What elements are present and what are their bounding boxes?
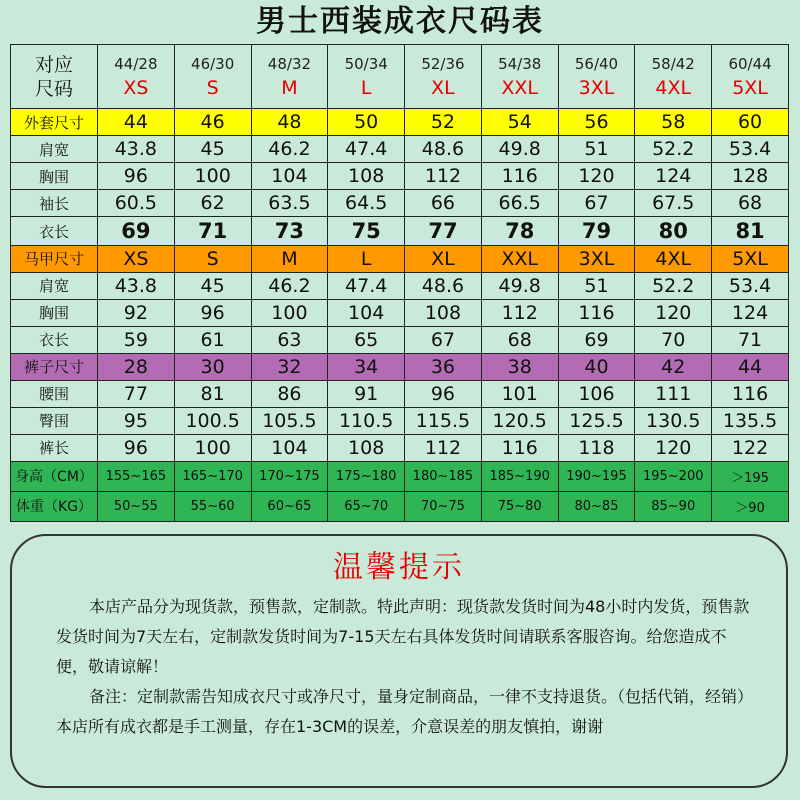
size-code: 58/42 — [651, 54, 695, 73]
table-cell: L — [328, 245, 405, 272]
table-cell: 43.8 — [98, 136, 175, 163]
row-label: 胸围 — [11, 163, 98, 190]
table-cell: 124 — [635, 163, 712, 190]
row-label: 肩宽 — [11, 272, 98, 299]
size-letter: XS — [123, 76, 149, 99]
row-label: 体重（KG） — [11, 491, 98, 521]
table-cell: 62 — [174, 190, 251, 217]
row-label: 袖长 — [11, 190, 98, 217]
table-cell: 100 — [174, 163, 251, 190]
table-cell: 116 — [712, 380, 789, 407]
table-cell: 80~85 — [558, 491, 635, 521]
table-cell: 116 — [481, 434, 558, 461]
table-row — [11, 109, 789, 136]
table-cell: 63 — [251, 326, 328, 353]
table-cell: 66 — [405, 190, 482, 217]
table-cell: 53.4 — [712, 272, 789, 299]
table-cell: 50 — [328, 109, 405, 136]
table-cell: 79 — [558, 217, 635, 245]
table-cell: M — [251, 245, 328, 272]
table-cell: 91 — [328, 380, 405, 407]
table-cell: 70~75 — [405, 491, 482, 521]
table-cell: 86 — [251, 380, 328, 407]
corner-label-line2: 尺码 — [34, 77, 73, 100]
table-row — [11, 434, 789, 461]
table-cell: 81 — [174, 380, 251, 407]
header-size-cell — [558, 45, 635, 109]
table-cell: 128 — [712, 163, 789, 190]
table-cell: 110.5 — [328, 407, 405, 434]
table-row — [11, 461, 789, 491]
notice-title: 温馨提示 — [333, 550, 465, 585]
row-label: 外套尺寸 — [11, 109, 98, 136]
table-cell: 48 — [251, 109, 328, 136]
table-cell: 124 — [712, 299, 789, 326]
table-cell: 120 — [635, 434, 712, 461]
table-cell: 40 — [558, 353, 635, 380]
row-label: 臀围 — [11, 407, 98, 434]
table-cell: 61 — [174, 326, 251, 353]
table-cell: 68 — [481, 326, 558, 353]
table-cell: 46 — [174, 109, 251, 136]
table-cell: 28 — [98, 353, 175, 380]
table-cell: 130.5 — [635, 407, 712, 434]
table-cell: 195~200 — [635, 461, 712, 491]
table-cell: 4XL — [635, 245, 712, 272]
row-label: 裤子尺寸 — [11, 353, 98, 380]
header-size-cell — [328, 45, 405, 109]
table-cell: 135.5 — [712, 407, 789, 434]
table-row — [11, 217, 789, 245]
table-cell: 71 — [712, 326, 789, 353]
table-cell: 104 — [328, 299, 405, 326]
row-label: 身高（CM） — [11, 461, 98, 491]
table-cell: 78 — [481, 217, 558, 245]
table-row — [11, 245, 789, 272]
notice-paragraph-remark: 备注：定制款需告知成衣尺寸或净尺寸，量身定制商品，一律不支持退货。（包括代销，经销）本店所有成衣都是手工测量，存在1-3CM的误差，介意误差的朋友慎拍，谢谢 — [56, 687, 754, 736]
table-cell: 60~65 — [251, 491, 328, 521]
row-label: 腰围 — [11, 380, 98, 407]
table-cell: 120.5 — [481, 407, 558, 434]
table-cell: 96 — [405, 380, 482, 407]
table-cell: 58 — [635, 109, 712, 136]
table-cell: 67 — [405, 326, 482, 353]
table-cell: 3XL — [558, 245, 635, 272]
table-cell: 54 — [481, 109, 558, 136]
table-cell: 165~170 — [174, 461, 251, 491]
table-cell: 32 — [251, 353, 328, 380]
size-code: 48/32 — [267, 54, 312, 73]
size-letter: S — [206, 76, 219, 99]
table-cell: 96 — [174, 299, 251, 326]
size-code: 60/44 — [728, 54, 772, 73]
table-cell: 96 — [98, 163, 175, 190]
table-cell: 69 — [98, 217, 175, 245]
table-cell: 38 — [481, 353, 558, 380]
table-cell: 65~70 — [328, 491, 405, 521]
notice-paragraph-shipping: 本店产品分为现货款，预售款，定制款。特此声明：现货款发货时间为48小时内发货，预售款发货时间为7天左右，定制款发货时间为7-15天左右具体发货时间请联系客服咨询。给您造成不便，敬请谅解！ — [56, 597, 750, 676]
table-cell: 67.5 — [635, 190, 712, 217]
header-size-cell — [405, 45, 482, 109]
table-cell: 101 — [481, 380, 558, 407]
table-cell: 100 — [251, 299, 328, 326]
header-size-cell — [251, 45, 328, 109]
table-cell: 59 — [98, 326, 175, 353]
size-letter: XL — [431, 76, 455, 99]
table-row — [11, 190, 789, 217]
table-cell: 73 — [251, 217, 328, 245]
table-cell: 36 — [405, 353, 482, 380]
table-cell: 60 — [712, 109, 789, 136]
table-cell: 52.2 — [635, 136, 712, 163]
table-cell: 75 — [328, 217, 405, 245]
table-cell: 66.5 — [481, 190, 558, 217]
table-cell: 52 — [405, 109, 482, 136]
table-cell: 65 — [328, 326, 405, 353]
row-label: 衣长 — [11, 217, 98, 245]
table-cell: 71 — [174, 217, 251, 245]
size-letter: M — [281, 76, 298, 99]
table-cell: 175~180 — [328, 461, 405, 491]
table-cell: 49.8 — [481, 136, 558, 163]
table-row — [11, 326, 789, 353]
table-cell: 42 — [635, 353, 712, 380]
table-cell: 80 — [635, 217, 712, 245]
size-code: 54/38 — [498, 54, 542, 73]
size-letter: L — [360, 76, 372, 99]
table-cell: 51 — [558, 272, 635, 299]
table-cell: 60.5 — [98, 190, 175, 217]
table-cell: 81 — [712, 217, 789, 245]
corner-label — [11, 45, 98, 109]
table-cell: 190~195 — [558, 461, 635, 491]
table-cell: 108 — [328, 434, 405, 461]
table-cell: 77 — [405, 217, 482, 245]
table-cell: 111 — [635, 380, 712, 407]
notice-box — [10, 534, 788, 788]
row-label: 马甲尺寸 — [11, 245, 98, 272]
size-letter: 4XL — [655, 76, 692, 99]
table-cell: 48.6 — [405, 272, 482, 299]
table-cell: 116 — [558, 299, 635, 326]
table-cell: 112 — [405, 163, 482, 190]
size-code: 52/36 — [421, 54, 465, 73]
header-size-cell — [635, 45, 712, 109]
table-cell: 50~55 — [98, 491, 175, 521]
table-cell: 53.4 — [712, 136, 789, 163]
table-cell: 170~175 — [251, 461, 328, 491]
table-row — [11, 272, 789, 299]
table-cell: 108 — [405, 299, 482, 326]
header-size-cell — [174, 45, 251, 109]
table-cell: 185~190 — [481, 461, 558, 491]
table-cell: 104 — [251, 434, 328, 461]
table-row — [11, 407, 789, 434]
table-cell: 180~185 — [405, 461, 482, 491]
table-cell: 69 — [558, 326, 635, 353]
size-letter: 3XL — [578, 76, 615, 99]
row-label: 衣长 — [11, 326, 98, 353]
table-cell: 100.5 — [174, 407, 251, 434]
table-row — [11, 299, 789, 326]
table-cell: 51 — [558, 136, 635, 163]
page-title: 男士西装成衣尺码表 — [256, 4, 544, 39]
table-row — [11, 491, 789, 521]
table-cell: 92 — [98, 299, 175, 326]
table-cell: 45 — [174, 272, 251, 299]
table-cell: 44 — [98, 109, 175, 136]
table-cell: 43.8 — [98, 272, 175, 299]
table-cell: 116 — [481, 163, 558, 190]
table-cell: 112 — [405, 434, 482, 461]
table-cell: 108 — [328, 163, 405, 190]
table-cell: 115.5 — [405, 407, 482, 434]
table-cell: 44 — [712, 353, 789, 380]
table-row — [11, 136, 789, 163]
header-size-cell — [98, 45, 175, 109]
header-size-cell — [481, 45, 558, 109]
row-label: 胸围 — [11, 299, 98, 326]
table-cell: 96 — [98, 434, 175, 461]
table-cell: 63.5 — [251, 190, 328, 217]
table-cell: 112 — [481, 299, 558, 326]
table-cell: 49.8 — [481, 272, 558, 299]
table-cell: 52.2 — [635, 272, 712, 299]
table-cell: 120 — [558, 163, 635, 190]
table-cell: 46.2 — [251, 272, 328, 299]
table-cell: 155~165 — [98, 461, 175, 491]
table-cell: 75~80 — [481, 491, 558, 521]
table-cell: 56 — [558, 109, 635, 136]
table-cell: 64.5 — [328, 190, 405, 217]
table-cell: 125.5 — [558, 407, 635, 434]
table-cell: 48.6 — [405, 136, 482, 163]
table-cell: S — [174, 245, 251, 272]
table-cell: 106 — [558, 380, 635, 407]
table-cell: 122 — [712, 434, 789, 461]
table-cell: 55~60 — [174, 491, 251, 521]
table-cell: 47.4 — [328, 272, 405, 299]
table-cell: 5XL — [712, 245, 789, 272]
table-cell: 120 — [635, 299, 712, 326]
size-chart-table — [10, 44, 789, 522]
table-cell: XS — [98, 245, 175, 272]
table-cell: 45 — [174, 136, 251, 163]
table-cell: XL — [405, 245, 482, 272]
table-row — [11, 163, 789, 190]
table-row — [11, 353, 789, 380]
table-cell: ＞195 — [712, 461, 789, 491]
table-cell: 68 — [712, 190, 789, 217]
header-row — [11, 45, 789, 109]
table-cell: 85~90 — [635, 491, 712, 521]
size-code: 44/28 — [114, 54, 158, 73]
table-cell: 30 — [174, 353, 251, 380]
table-cell: 118 — [558, 434, 635, 461]
table-cell: 105.5 — [251, 407, 328, 434]
size-letter: 5XL — [732, 76, 768, 99]
table-cell: XXL — [481, 245, 558, 272]
table-cell: 46.2 — [251, 136, 328, 163]
table-cell: 67 — [558, 190, 635, 217]
size-letter: XXL — [501, 76, 539, 99]
table-cell: 100 — [174, 434, 251, 461]
notice-body — [56, 592, 756, 742]
table-cell: 95 — [98, 407, 175, 434]
corner-label-line1: 对应 — [34, 53, 73, 76]
size-code: 50/34 — [344, 54, 388, 73]
row-label: 肩宽 — [11, 136, 98, 163]
table-cell: 34 — [328, 353, 405, 380]
size-code: 46/30 — [191, 54, 235, 73]
table-cell: 47.4 — [328, 136, 405, 163]
table-cell: 77 — [98, 380, 175, 407]
table-cell: 104 — [251, 163, 328, 190]
size-code: 56/40 — [574, 54, 619, 73]
size-chart-body — [11, 45, 789, 522]
row-label: 裤长 — [11, 434, 98, 461]
table-row — [11, 380, 789, 407]
header-size-cell — [712, 45, 789, 109]
table-cell: ＞90 — [712, 491, 789, 521]
table-cell: 70 — [635, 326, 712, 353]
